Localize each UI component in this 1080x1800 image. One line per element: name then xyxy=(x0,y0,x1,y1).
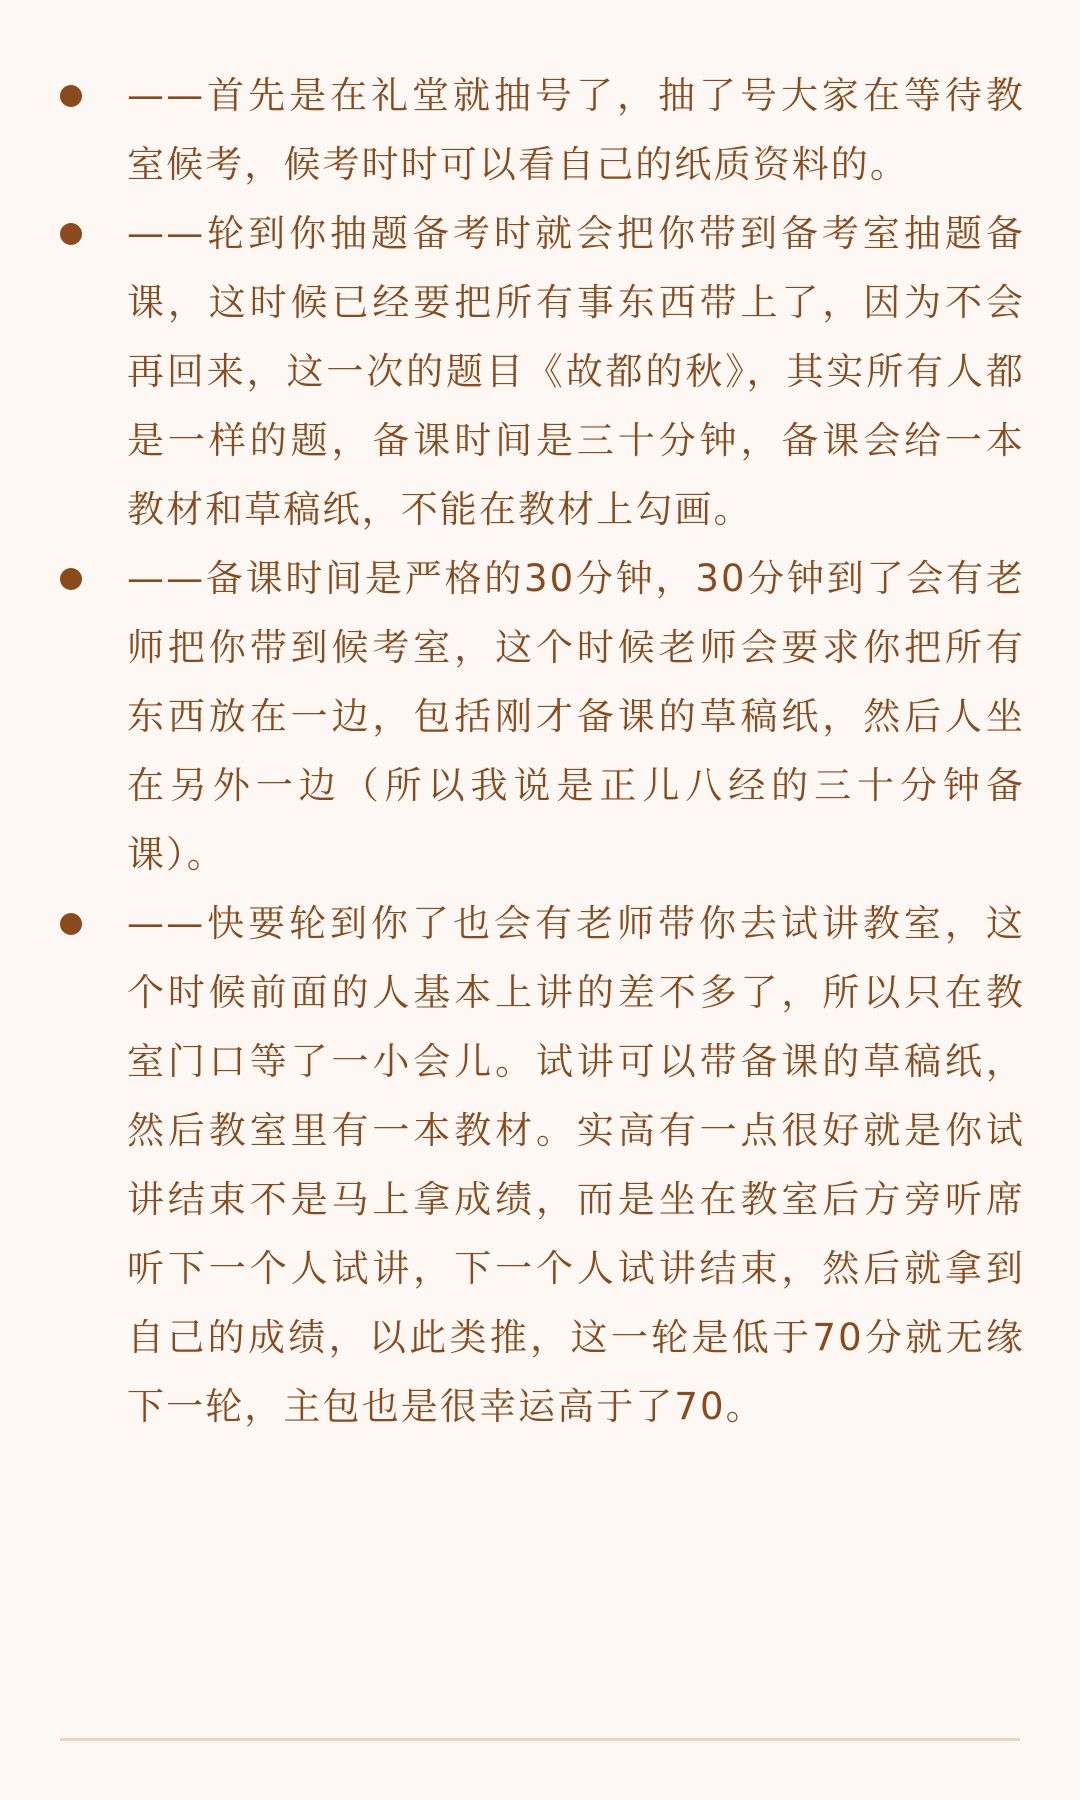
list-item-text: ——备课时间是严格的30分钟，30分钟到了会有老师把你带到候考室，这个时候老师会要求你把所有东西放在一边，包括刚才备课的草稿纸，然后人坐在另外一边（所以我说是正儿八经的三十分钟备课）。 xyxy=(127,557,1025,876)
bullet-dot-icon xyxy=(60,913,82,935)
list-item-text: ——快要轮到你了也会有老师带你去试讲教室，这个时候前面的人基本上讲的差不多了，所以只在教室门口等了一小会儿。试讲可以带备课的草稿纸，然后教室里有一本教材。实高有一点很好就是你试讲结束不是马上拿成绩，而是坐在教室后方旁听席听下一个人试讲，下一个人试讲结束，然后就拿到自己的成绩，以此类推，这一轮是低于70分就无缘下一轮，主包也是很幸运高于了70。 xyxy=(127,902,1025,1428)
list-item-text: ——首先是在礼堂就抽号了，抽了号大家在等待教室候考，候考时时可以看自己的纸质资料的。 xyxy=(127,74,1025,186)
list-item-text: ——轮到你抽题备考时就会把你带到备考室抽题备课，这时候已经要把所有事东西带上了，因为不会再回来，这一次的题目《故都的秋》，其实所有人都是一样的题，备课时间是三十分钟，备课会给一本教材和草稿纸，不能在教材上勾画。 xyxy=(127,212,1025,531)
bullet-dot-icon xyxy=(60,568,82,590)
bullet-dot-icon xyxy=(60,85,82,107)
divider xyxy=(60,1738,1020,1741)
bullet-dot-icon xyxy=(60,223,82,245)
